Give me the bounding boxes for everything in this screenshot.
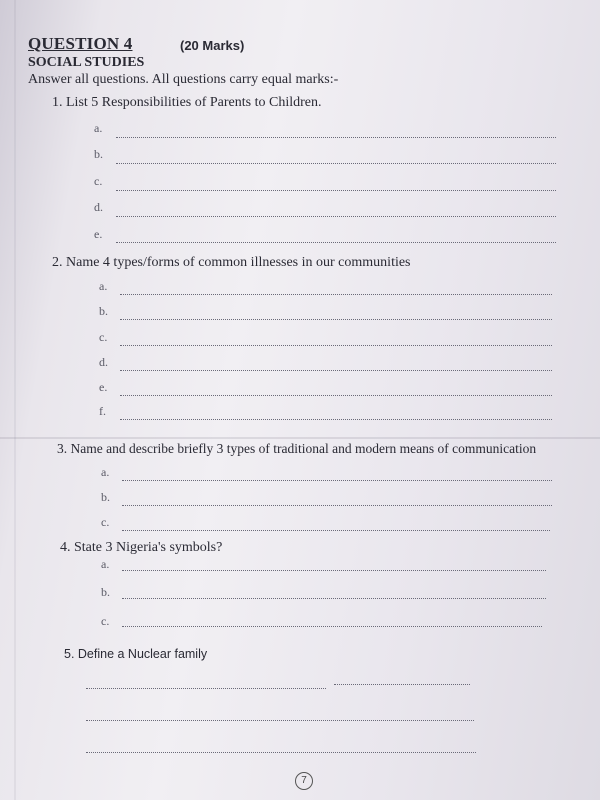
option-label: f. — [99, 404, 106, 418]
answer-line[interactable] — [120, 370, 552, 371]
answer-line[interactable] — [120, 419, 552, 420]
answer-line[interactable] — [122, 626, 542, 627]
answer-line[interactable] — [120, 294, 552, 295]
option-label: c. — [94, 174, 103, 188]
answer-line[interactable] — [116, 163, 556, 164]
answer-line[interactable] — [122, 480, 552, 481]
question-3: 3. Name and describe briefly 3 types of traditional and modern means of communication — [57, 441, 537, 456]
answer-line[interactable] — [116, 242, 556, 243]
answer-line[interactable] — [116, 216, 556, 217]
question-5: 5. Define a Nuclear family — [64, 647, 208, 661]
question-1: 1. List 5 Responsibilities of Parents to Children. — [52, 95, 322, 110]
option-label: a. — [99, 279, 108, 293]
subject-title: SOCIAL STUDIES — [28, 55, 145, 70]
answer-line[interactable] — [122, 570, 546, 571]
option-label: d. — [94, 200, 103, 214]
question-2: 2. Name 4 types/forms of common illnesses in our communities — [52, 255, 411, 270]
answer-line[interactable] — [116, 190, 556, 191]
answer-line[interactable] — [116, 137, 556, 138]
question-4: 4. State 3 Nigeria's symbols? — [60, 540, 223, 555]
answer-line[interactable] — [122, 530, 550, 531]
option-label: a. — [101, 465, 110, 479]
answer-line[interactable] — [86, 688, 326, 689]
option-label: c. — [101, 614, 110, 628]
paper-fold — [0, 437, 600, 439]
option-label: e. — [94, 227, 103, 241]
option-label: a. — [101, 557, 110, 571]
option-label: a. — [94, 121, 103, 135]
option-label: c. — [101, 515, 110, 529]
paper-fold — [14, 0, 16, 800]
marks-label: (20 Marks) — [180, 38, 245, 53]
option-label: b. — [101, 490, 110, 504]
page-number: 7 — [295, 772, 313, 790]
option-label: e. — [99, 380, 108, 394]
answer-line[interactable] — [120, 395, 552, 396]
answer-line[interactable] — [122, 505, 552, 506]
answer-line[interactable] — [120, 345, 552, 346]
answer-line[interactable] — [86, 752, 476, 753]
option-label: b. — [94, 147, 103, 161]
option-label: b. — [99, 304, 108, 318]
question-title: QUESTION 4 — [28, 34, 133, 53]
option-label: d. — [99, 355, 108, 369]
answer-line[interactable] — [120, 319, 552, 320]
option-label: b. — [101, 585, 110, 599]
answer-line[interactable] — [122, 598, 546, 599]
instructions: Answer all questions. All questions carry equal marks:- — [28, 72, 339, 87]
option-label: c. — [99, 330, 108, 344]
answer-line[interactable] — [86, 720, 474, 721]
answer-line[interactable] — [334, 684, 470, 685]
